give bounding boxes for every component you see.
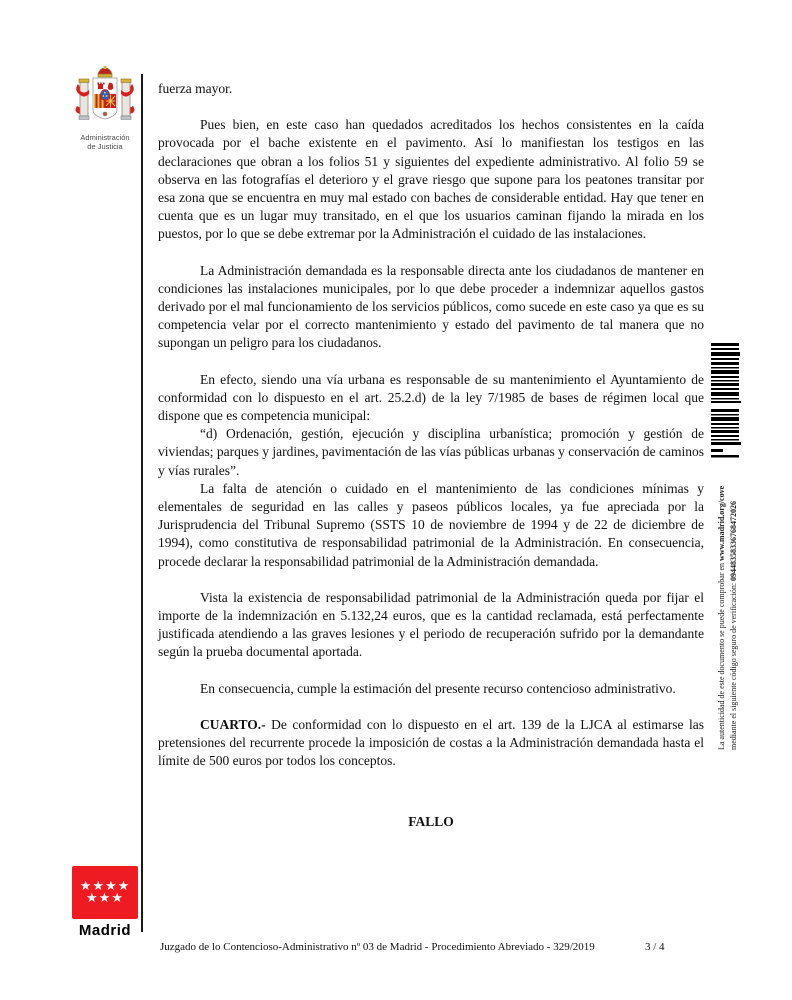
paragraph-responsibility: La Administración demandada es la responsable directa ante los ciudadanos de mantener en condiciones las instalaciones municipales, por lo que debe proceder a indemnizar aquellos gastos derivado por el mal funcionamiento de los servicios públicos, como sucede en este caso ya que es su competencia velar por el correcto mantenimiento y estado del pavimento de tal manera que no supongan un peligro para los ciudadanos. [158,262,704,351]
paragraph-indemnity: Vista la existencia de responsabilidad patrimonial de la Administración queda por fijar el importe de la indemnización en 5.132,24 euros, que es la cantidad reclamada, está perfectamente justificada atendiendo a las graves lesiones y el periodo de recuperación sufrido por la demandante según la prueba documental aportada. [158,589,704,660]
madrid-stars-row1: ★★★★ [79,878,131,894]
paragraph-facts: Pues bien, en este caso han quedados acreditados los hechos consistentes en la caída provocada por el bache existente en el pavimento. Así lo manifiestan los testigos en las declaraciones que obran a los folios 51 y siguientes del expediente administrativo. Al folio 59 se observa en las fotografías el deterioro y el grave riesgo que supone para los peatones transitar por esa zona que se encuentra en muy mal estado con baches de considerable entidad. Hay que tener en cuenta que es un lugar muy transitado, en el que los usuarios caminan fijando la mirada en los puestos, por lo que se debe extremar por la Administración el cuidado de las instalaciones. [158,117,704,242]
verification-line2 [728,450,740,750]
cuarto-text: De conformidad con lo dispuesto en el art. 139 de la LJCA al estimarse las pretensiones del recurrente procede la imposición de costas a la Administración demandada hasta el límite de 500 euros por todos los conceptos. [158,716,704,769]
madrid-label: Madrid [78,922,132,939]
fallo-heading: FALLO [408,813,454,829]
paragraph-law-basis: En efecto, siendo una vía urbana es responsable de su mantenimiento el Ayuntamiento de conformidad con lo dispuesto en el art. 25.2.d) de la ley 7/1985 de bases de régimen local que dispone que es competencia municipal: [158,371,704,424]
paragraph-cuarto [158,716,704,771]
spanish-coat-of-arms-icon [74,66,136,126]
margin-divider-line [141,74,143,932]
cuarto-lead: CUARTO.- [200,716,266,732]
logo-caption-line2: de Justicia [87,142,123,151]
logo-caption-line1: Administración [80,133,130,142]
madrid-stars-row2: ★★★ [86,890,124,906]
barcode-icon [710,343,742,464]
verification-line1-text: La autenticidad de este documento se puede comprobar en [717,560,726,750]
paragraph-jurisprudence: La falta de atención o cuidado en el mantenimiento de las condiciones mínimas y elementales de seguridad en las calles y paseos públicos locales, ya fue apreciada por la Jurisprudencia del Tribunal Supremo (SSTS 10 de noviembre de 1994 y de 22 de diciembre de 1994), como constitutiva de responsabilidad patrimonial de la Administración. En consecuencia, procede declarar la responsabilidad patrimonial de la Administración demandada. [158,480,704,569]
footer-court-line: Juzgado de lo Contencioso-Administrativo nº 03 de Madrid - Procedimiento Abreviado - 329/2019 [160,941,595,953]
verification-url: www.madrid.org/cove [717,485,726,561]
verification-note [716,450,740,750]
paragraph-quote: “d) Ordenación, gestión, ejecución y disciplina urbanística; promoción y gestión de viviendas; parques y jardines, pavimentación de las vías públicas urbanas y conservación de caminos y vías rurales”. [158,426,704,478]
logo-caption [72,133,138,151]
paragraph-continuation: fuerza mayor. [158,81,233,96]
verification-code: 09448358336768472026 [728,500,738,581]
page-indicator: 3 / 4 [645,941,665,953]
madrid-community-logo [72,866,138,939]
judgment-body [158,80,704,831]
madrid-flag-icon [72,866,138,919]
verification-line1 [716,450,728,750]
justice-administration-logo [72,66,138,151]
verification-line2-text: mediante el siguiente código seguro de verificación: [728,580,738,750]
paragraph-conclusion: En consecuencia, cumple la estimación del presente recurso contencioso administrativo. [200,680,676,696]
